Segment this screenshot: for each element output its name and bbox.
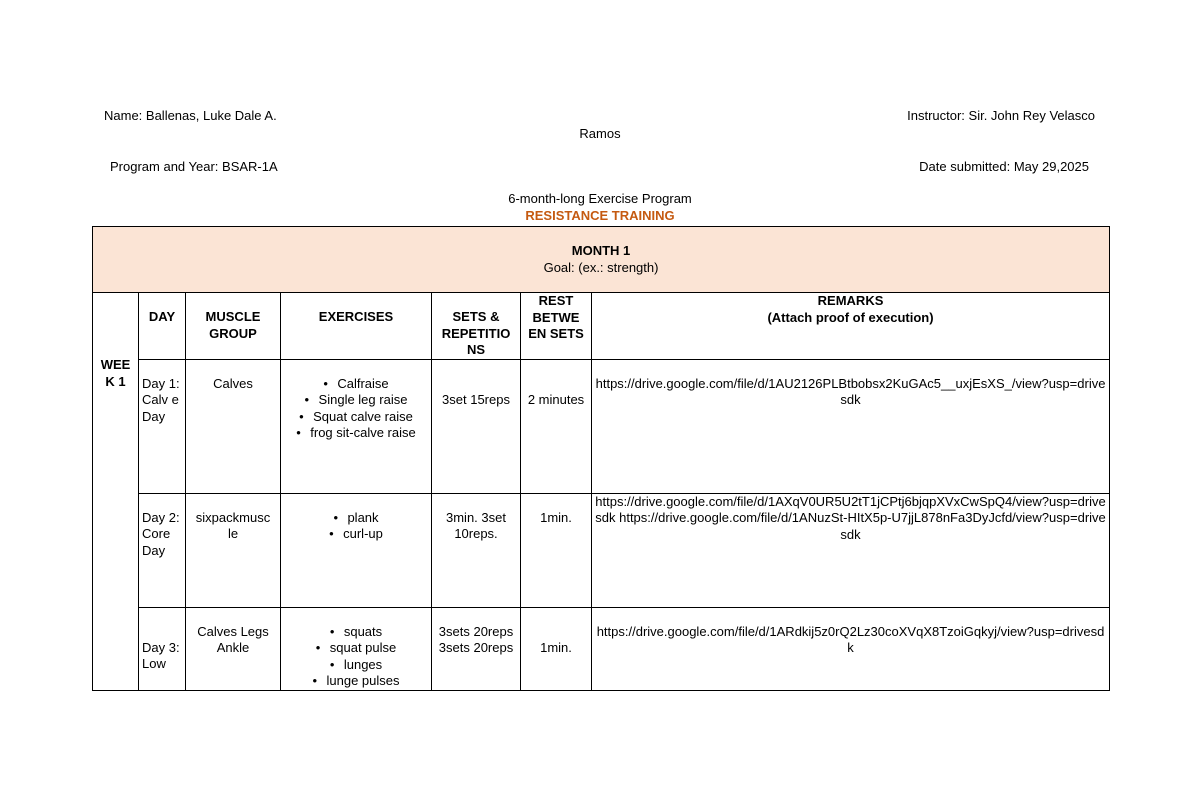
table-row — [93, 607, 1110, 690]
exercise-name: Squat calve raise — [313, 408, 413, 424]
col-header-muscle: MUSCLE GROUP — [186, 293, 281, 360]
bullet-icon: • — [304, 392, 310, 407]
exercise-list — [284, 510, 428, 543]
remarks-link[interactable]: https://drive.google.com/file/d/1AXqV0UR5U2tT1jCPtj6bjqpXVxCwSpQ4/view?usp=drivesdk https://drive.google.com/file/d/1ANuzSt-HItX5p-U7jjL878nFa3DyJcfd/view?usp=drivesdk — [592, 493, 1110, 607]
exercise-list — [284, 376, 428, 442]
exercises-cell — [281, 607, 432, 690]
day-cell: Day 1: Calv e Day — [139, 359, 186, 493]
bullet-icon: • — [329, 656, 335, 672]
rest-cell: 1min. — [521, 493, 592, 607]
exercise-item — [284, 640, 428, 657]
exercise-item — [284, 624, 428, 641]
student-name: Name: Ballenas, Luke Dale A. — [104, 108, 277, 123]
exercise-list — [284, 624, 428, 690]
day-cell: Day 3: Low — [139, 607, 186, 690]
muscle-cell: Calves — [186, 359, 281, 493]
exercise-name: squats — [343, 623, 383, 639]
remarks-link[interactable]: https://drive.google.com/file/d/1ARdkij5z0rQ2Lz30coXVqX8TzoiGqkyj/view?usp=drivesdk — [592, 607, 1110, 690]
month-goal: Goal: (ex.: strength) — [543, 259, 659, 275]
bullet-icon: • — [296, 425, 301, 440]
instructor-name-continued: Ramos — [579, 126, 621, 141]
program-subtitle: RESISTANCE TRAINING — [525, 208, 675, 223]
sets-cell: 3min. 3set 10reps. — [432, 493, 521, 607]
exercise-item — [284, 510, 428, 527]
col-header-remarks — [592, 293, 1110, 360]
bullet-icon: • — [315, 640, 321, 655]
program-title: 6-month-long Exercise Program — [508, 191, 692, 206]
exercise-item — [284, 673, 428, 690]
exercise-name: curl-up — [343, 526, 383, 541]
sets-cell: 3set 15reps — [432, 359, 521, 493]
col-header-day: DAY — [139, 293, 186, 360]
exercise-name: plank — [347, 509, 379, 525]
exercise-item — [284, 409, 428, 426]
remarks-label: REMARKS — [817, 293, 884, 308]
bullet-icon: • — [312, 673, 318, 688]
col-header-sets: SETS & REPETITIO NS — [432, 293, 521, 360]
exercise-name: frog sit-calve raise — [310, 425, 416, 440]
week-label — [93, 293, 139, 691]
rest-cell: 1min. — [521, 607, 592, 690]
month-label: MONTH 1 — [571, 243, 631, 258]
remarks-sublabel: (Attach proof of execution) — [767, 309, 934, 325]
exercise-name: squat pulse — [329, 640, 397, 655]
muscle-cell: sixpackmusc le — [186, 493, 281, 607]
table-row — [93, 359, 1110, 493]
date-submitted: Date submitted: May 29,2025 — [919, 159, 1089, 174]
bullet-icon: • — [299, 408, 304, 424]
day-cell: Day 2: Core Day — [139, 493, 186, 607]
bullet-icon: • — [329, 623, 335, 639]
sets-cell: 3sets 20reps 3sets 20reps — [432, 607, 521, 690]
col-header-exercises: EXERCISES — [281, 293, 432, 360]
exercise-name: Calfraise — [337, 375, 389, 391]
exercise-item — [284, 425, 428, 442]
rest-cell: 2 minutes — [521, 359, 592, 493]
remarks-link[interactable]: https://drive.google.com/file/d/1AU2126PLBtbobsx2KuGAc5__uxjEsXS_/view?usp=drivesdk — [592, 359, 1110, 493]
exercises-cell — [281, 493, 432, 607]
exercises-cell — [281, 359, 432, 493]
exercise-name: Single leg raise — [318, 392, 408, 407]
instructor-name: Instructor: Sir. John Rey Velasco — [907, 108, 1095, 123]
bullet-icon: • — [329, 526, 334, 541]
week-label-text: WEE K 1 — [100, 357, 131, 389]
table-row — [93, 493, 1110, 607]
exercise-name: lunge pulses — [326, 673, 400, 688]
bullet-icon: • — [323, 375, 328, 391]
exercise-item — [284, 392, 428, 409]
bullet-icon: • — [333, 509, 339, 525]
exercise-item — [284, 376, 428, 393]
exercise-program-table — [92, 226, 1110, 691]
muscle-cell: Calves Legs Ankle — [186, 607, 281, 690]
exercise-name: lunges — [343, 656, 383, 672]
month-header — [93, 227, 1110, 293]
exercise-item — [284, 657, 428, 674]
col-header-rest: REST BETWE EN SETS — [521, 293, 592, 360]
exercise-item — [284, 526, 428, 543]
program-year: Program and Year: BSAR-1A — [110, 159, 278, 174]
